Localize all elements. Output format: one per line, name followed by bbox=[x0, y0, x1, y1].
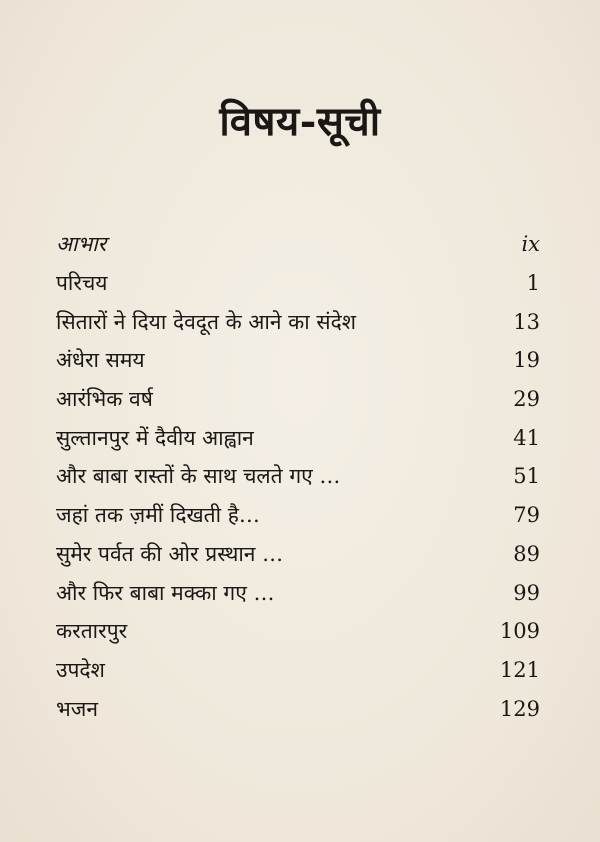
page-title: विषय-सूची bbox=[219, 98, 381, 145]
toc-entry-page: 29 bbox=[513, 387, 540, 412]
toc-entry-title: उपदेश bbox=[56, 657, 105, 682]
toc-entry-title: करतारपुर bbox=[56, 619, 128, 644]
toc-entry bbox=[56, 612, 540, 651]
toc-entry-page: ix bbox=[521, 232, 540, 257]
toc-entry-page: 51 bbox=[513, 464, 540, 489]
toc-entry-page: 109 bbox=[499, 619, 540, 644]
toc-entry-page: 41 bbox=[513, 425, 540, 450]
toc-entry bbox=[56, 496, 540, 535]
table-of-contents bbox=[56, 225, 540, 728]
toc-entry-page: 13 bbox=[513, 309, 540, 334]
toc-entry-title: आभार bbox=[56, 232, 107, 257]
toc-entry bbox=[56, 418, 540, 457]
toc-entry-title: जहां तक ज़मीं दिखती है… bbox=[56, 503, 260, 528]
toc-entry bbox=[56, 225, 540, 264]
toc-entry-page: 121 bbox=[499, 657, 540, 682]
toc-entry bbox=[56, 651, 540, 690]
toc-entry-page: 79 bbox=[513, 503, 540, 528]
toc-entry bbox=[56, 573, 540, 612]
toc-entry bbox=[56, 380, 540, 419]
toc-entry-title: और फिर बाबा मक्का गए … bbox=[56, 580, 275, 605]
toc-entry-title: अंधेरा समय bbox=[56, 348, 145, 373]
toc-entry bbox=[56, 302, 540, 341]
toc-entry-page: 89 bbox=[513, 541, 540, 566]
toc-entry-title: सुमेर पर्वत की ओर प्रस्थान … bbox=[56, 541, 284, 566]
toc-entry-title: सुल्तानपुर में दैवीय आह्वान bbox=[56, 425, 254, 450]
toc-entry-title: और बाबा रास्तों के साथ चलते गए … bbox=[56, 464, 341, 489]
toc-entry-page: 19 bbox=[513, 348, 540, 373]
toc-entry-title: आरंभिक वर्ष bbox=[56, 387, 153, 412]
toc-entry bbox=[56, 457, 540, 496]
toc-entry-title: भजन bbox=[56, 696, 98, 721]
toc-entry-title: परिचय bbox=[56, 271, 108, 296]
toc-entry-page: 1 bbox=[526, 271, 540, 296]
toc-entry bbox=[56, 341, 540, 380]
toc-entry bbox=[56, 264, 540, 303]
toc-entry-title: सितारों ने दिया देवदूत के आने का संदेश bbox=[56, 309, 357, 334]
toc-entry-page: 129 bbox=[499, 696, 540, 721]
toc-entry bbox=[56, 535, 540, 574]
toc-entry bbox=[56, 689, 540, 728]
toc-entry-page: 99 bbox=[513, 580, 540, 605]
